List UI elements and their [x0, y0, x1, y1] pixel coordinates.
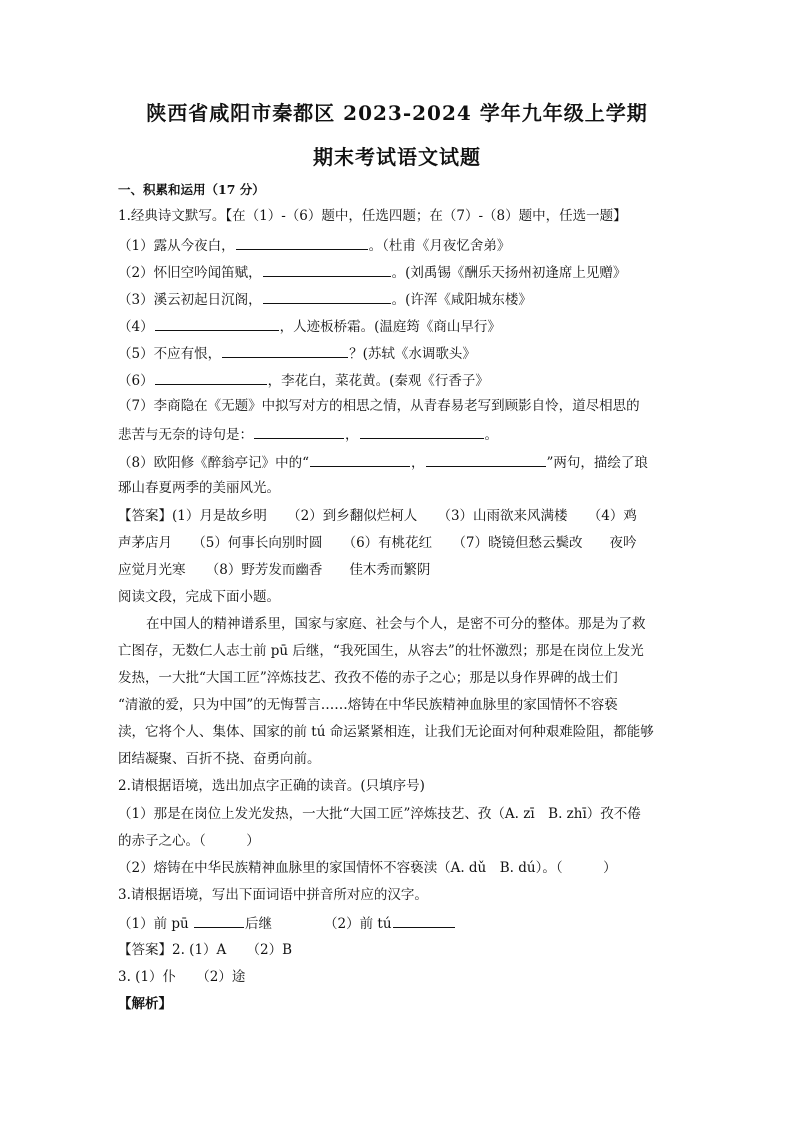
q1-item-8-rest: ”两句，描绘了琅	[546, 455, 648, 471]
answer-block-3: 3. (1）仆 （2）途	[118, 969, 246, 985]
q1-item-1-text: （1）露从今夜白，	[118, 238, 235, 254]
section-heading: 一、积累和运用（17 分）	[118, 182, 265, 197]
q3-items	[118, 913, 456, 933]
q1-item-6	[118, 370, 489, 390]
q1-item-8-text: （8）欧阳修《醉翁亭记》中的“	[118, 455, 309, 471]
answer-blank[interactable]	[222, 343, 348, 358]
q1-item-8-line2: 琊山春夏两季的美丽风光。	[118, 480, 280, 496]
q3-item-1-text: （1）前 pū	[118, 916, 194, 932]
passage-line-1: 在中国人的精神谱系里，国家与家庭、社会与个人，是密不可分的整体。那是为了救	[146, 616, 646, 632]
page-title: 陕西省咸阳市秦都区 2023-2024 学年九年级上学期	[146, 101, 648, 125]
reading-intro: 阅读文段，完成下面小题。	[118, 589, 280, 605]
period: 。	[484, 427, 498, 443]
q1-item-6-text: （6）	[118, 373, 154, 389]
q1-item-8-line1	[118, 452, 648, 472]
q1-item-5-source: ？(苏轼《水调歌头》	[349, 346, 476, 362]
analysis-label: 【解析】	[118, 996, 172, 1012]
answer-blank[interactable]	[426, 452, 546, 467]
q2-item-1-line1: （1）那是在岗位上发光发热，一大批“大国工匠”淬炼技艺、孜（A. zī B. zhī）孜不倦	[118, 806, 641, 822]
q1-item-2-source: 。(刘禹锡《酬乐天扬州初逢席上见赠》	[391, 265, 627, 281]
passage-line-4: “清澈的爱，只为中国”的无悔誓言……熔铸在中华民族精神血脉里的家国情怀不容亵	[118, 697, 618, 713]
answer-block-1-line2: 声茅店月 （5）何事长向别时圆 （6）有桃花红 （7）晓镜但愁云鬓改 夜吟	[118, 535, 637, 551]
answer-blank[interactable]	[155, 370, 267, 385]
answer-blank[interactable]	[393, 913, 455, 928]
answer-blank[interactable]	[360, 424, 484, 439]
q1-item-3-text: （3）溪云初起日沉阁，	[118, 292, 262, 308]
question-2-stem: 2.请根据语境，选出加点字正确的读音。(只填序号)	[118, 778, 425, 794]
q1-item-7-line2	[118, 424, 498, 444]
question-3-stem: 3.请根据语境，写出下面词语中拼音所对应的汉字。	[118, 887, 428, 903]
answer-blank[interactable]	[194, 913, 244, 928]
passage-line-6: 团结凝聚、百折不挠、奋勇向前。	[118, 751, 321, 767]
q1-item-4-text: （4）	[118, 319, 154, 335]
answer-blank[interactable]	[310, 452, 410, 467]
q1-item-3-source: 。(许浑《咸阳城东楼》	[391, 292, 532, 308]
q1-item-4	[118, 316, 501, 336]
comma: ，	[411, 455, 425, 471]
answer-blank[interactable]	[236, 235, 368, 250]
q1-item-1-source: 。（杜甫《月夜忆舍弟》	[368, 238, 511, 254]
q2-item-2: （2）熔铸在中华民族精神血脉里的家国情怀不容亵渎（A. dǔ B. dú）。（ ）	[118, 860, 617, 876]
q3-item-1-suffix: 后继	[245, 916, 273, 932]
q1-item-5-text: （5）不应有恨，	[118, 346, 222, 362]
answer-block-1-line3: 应觉月光寒 （8）野芳发而幽香 佳木秀而繁阴	[118, 562, 431, 578]
passage-line-3: 发热，一大批“大国工匠”淬炼技艺、孜孜不倦的赤子之心；那是以身作界碑的战士们	[118, 670, 618, 686]
q1-item-5	[118, 343, 476, 363]
answer-blank[interactable]	[254, 424, 344, 439]
passage-line-2: 亡图存，无数仁人志士前 pū 后继，“我死国生，从容去”的壮怀激烈；那是在岗位上发光	[118, 643, 644, 659]
q3-item-2-text: （2）前 tú	[324, 916, 392, 932]
q1-item-2	[118, 262, 626, 282]
passage-line-5: 渎，它将个人、集体、国家的前 tú 命运紧紧相连，让我们无论面对何种艰难险阻，都能够	[118, 724, 654, 740]
q1-item-1	[118, 235, 510, 255]
q2-item-1-line2: 的赤子之心。（ ）	[118, 833, 260, 849]
answer-blank[interactable]	[263, 289, 391, 304]
answer-block-1-line1: 【答案】(1）月是故乡明 （2）到乡翻似烂柯人 （3）山雨欲来风满楼 （4）鸡	[118, 508, 637, 524]
q1-item-2-text: （2）怀旧空吟闻笛赋，	[118, 265, 262, 281]
q1-item-7-text: 悲苦与无奈的诗句是：	[118, 427, 253, 443]
answer-blank[interactable]	[155, 316, 279, 331]
answer-blank[interactable]	[263, 262, 391, 277]
q1-item-4-source: ，人迹板桥霜。(温庭筠《商山早行》	[279, 319, 501, 335]
q1-item-7-line1: （7）李商隐在《无题》中拟写对方的相思之情，从青春易老写到顾影自怜，道尽相思的	[118, 398, 640, 414]
page-subtitle: 期末考试语文试题	[313, 145, 481, 169]
question-1-intro: 1.经典诗文默写。【在（1）-（6）题中，任选四题；在（7）-（8）题中，任选一题】	[118, 208, 627, 224]
comma: ，	[345, 427, 359, 443]
q1-item-6-source: ，李花白，菜花黄。(秦观《行香子》	[267, 373, 489, 389]
answer-block-2: 【答案】2. (1）A （2）B	[118, 942, 293, 958]
q1-item-3	[118, 289, 532, 309]
